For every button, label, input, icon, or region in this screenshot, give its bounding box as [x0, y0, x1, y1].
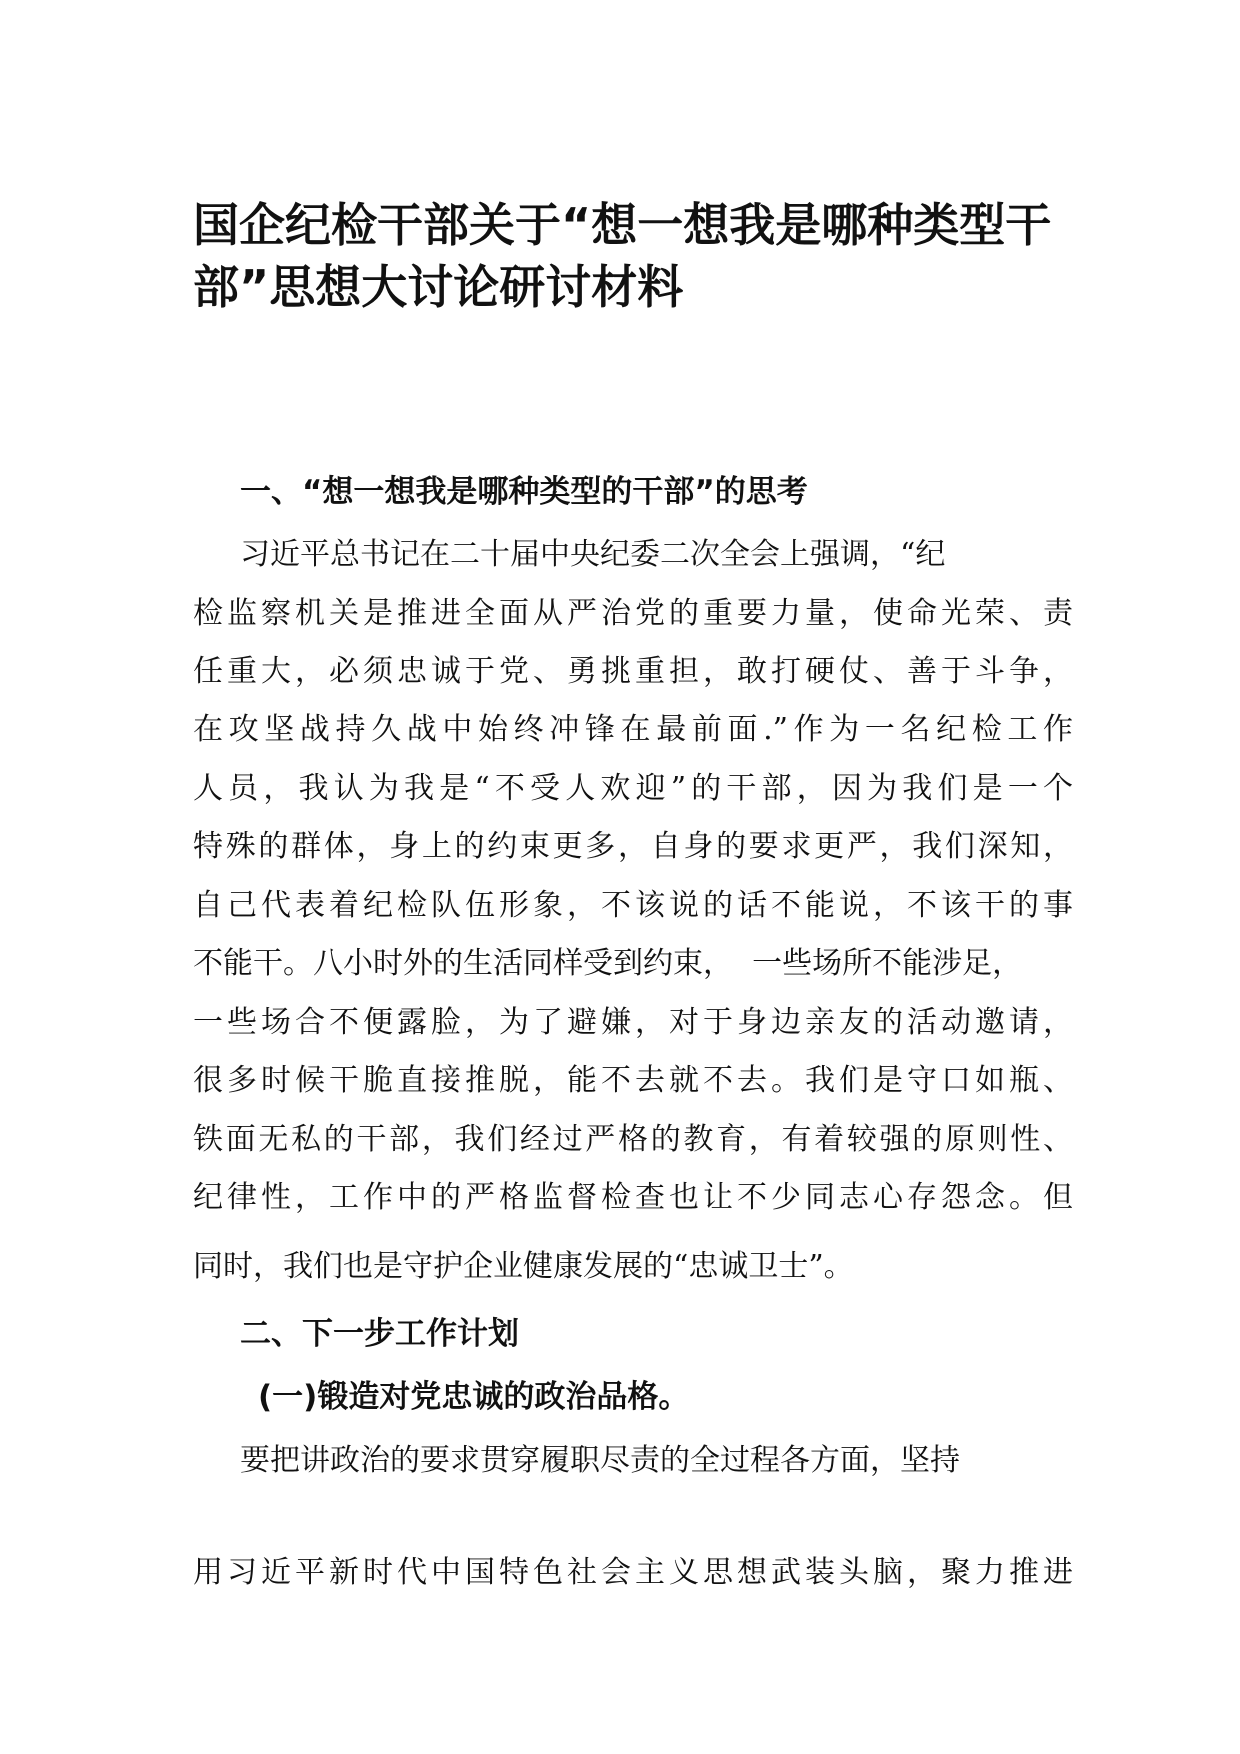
paragraph-line: 要把讲政治的要求贯穿履职尽责的全过程各方面，坚持 — [240, 1443, 960, 1478]
title-line-2: 部”思想大讨论研讨材料 — [193, 260, 684, 314]
paragraph-line: 任重大，必须忠诚于党、勇挑重担，敢打硬仗、善于斗争， — [193, 654, 1073, 689]
paragraph-line: 特殊的群体，身上的约束更多，自身的要求更严，我们深知， — [193, 829, 1073, 864]
paragraph-line: 很多时候干脆直接推脱，能不去就不去。我们是守口如瓶、 — [193, 1063, 1073, 1098]
section-2-heading: 二、下一步工作计划 — [240, 1316, 519, 1352]
paragraph-line: 同时，我们也是守护企业健康发展的“忠诚卫士”。 — [193, 1249, 854, 1284]
paragraph-line: 铁面无私的干部，我们经过严格的教育，有着较强的原则性、 — [193, 1122, 1073, 1157]
subsection-1-heading: (一)锻造对党忠诚的政治品格。 — [258, 1379, 690, 1415]
paragraph-line: 纪律性，工作中的严格监督检查也让不少同志心存怨念。但 — [193, 1180, 1073, 1215]
title-line-1: 国企纪检干部关于“想一想我是哪种类型干 — [193, 198, 1052, 252]
paragraph-line: 自己代表着纪检队伍形象，不该说的话不能说，不该干的事 — [193, 888, 1073, 923]
paragraph-line: 一些场合不便露脸，为了避嫌，对于身边亲友的活动邀请， — [193, 1005, 1073, 1040]
paragraph-line: 在攻坚战持久战中始终冲锋在最前面.”作为一名纪检工作 — [193, 712, 1073, 747]
section-1-heading: 一、“想一想我是哪种类型的干部”的思考 — [240, 474, 808, 510]
paragraph-line: 检监察机关是推进全面从严治党的重要力量，使命光荣、责 — [193, 596, 1073, 631]
paragraph-line: 习近平总书记在二十届中央纪委二次全会上强调，“纪 — [240, 537, 946, 572]
paragraph-line: 人员，我认为我是“不受人欢迎”的干部，因为我们是一个 — [193, 771, 1073, 806]
document-title — [193, 194, 1073, 318]
paragraph-line: 用习近平新时代中国特色社会主义思想武装头脑，聚力推进 — [193, 1555, 1073, 1590]
paragraph-line: 不能干。八小时外的生活同样受到约束， 一些场所不能涉足， — [193, 946, 1023, 981]
